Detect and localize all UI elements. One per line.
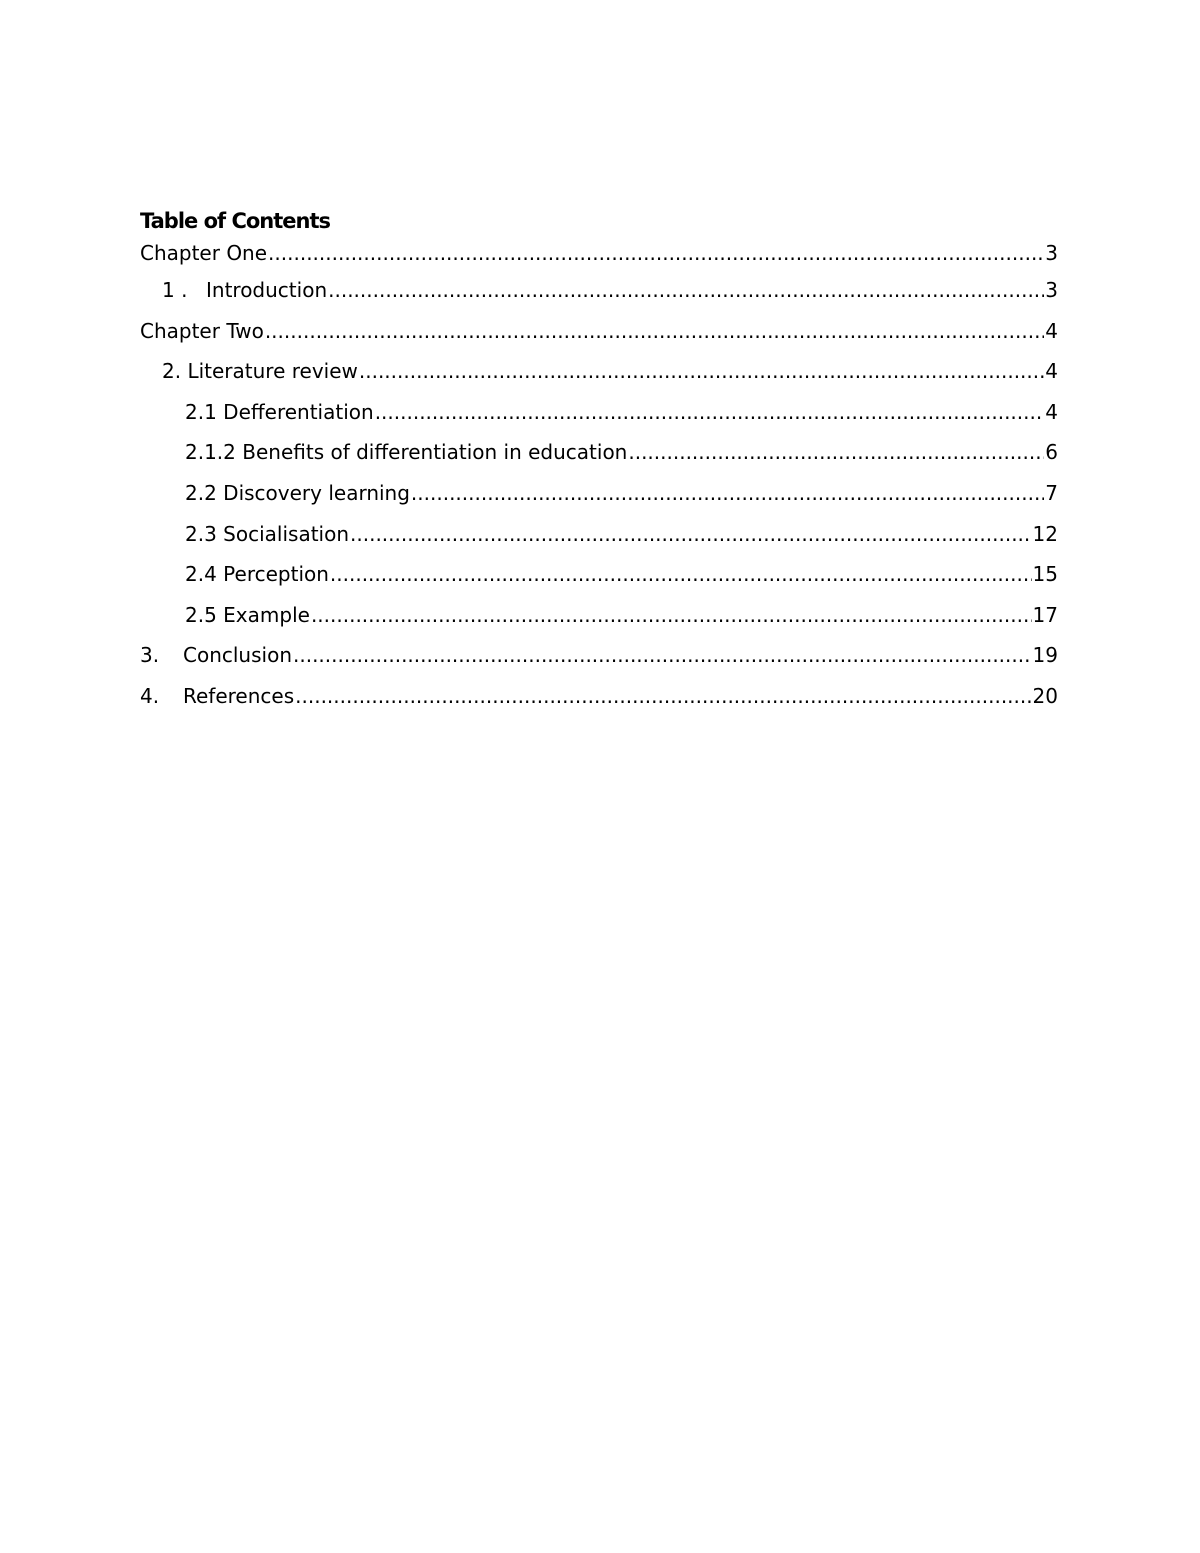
toc-entry-label: Introduction — [206, 278, 328, 302]
toc-entry-label: Chapter One — [140, 241, 268, 265]
toc-leader-dots — [328, 270, 1044, 311]
toc-entry-label: 2. Literature review — [162, 359, 358, 384]
toc-leader-dots — [628, 432, 1044, 473]
toc-entry-label: 2.5 Example — [185, 602, 310, 627]
toc-leader-dots — [293, 635, 1032, 676]
toc-entry-label: 2.3 Socialisation — [185, 521, 350, 546]
toc-entry-defferentiation[interactable] — [140, 392, 1058, 433]
toc-entry-chapter-two[interactable] — [140, 311, 1058, 352]
table-of-contents — [140, 206, 1058, 717]
toc-leader-dots — [359, 351, 1044, 392]
toc-entry-page: 15 — [1032, 562, 1058, 587]
toc-entry-page: 4 — [1045, 399, 1058, 424]
toc-entry-number: 3. — [140, 643, 160, 668]
toc-entry-discovery-learning[interactable] — [140, 473, 1058, 514]
toc-entry-references[interactable] — [140, 676, 1058, 717]
toc-entry-page: 4 — [1045, 359, 1058, 384]
toc-entry-page: 12 — [1032, 521, 1058, 546]
toc-entry-benefits-of-differentiation[interactable] — [140, 432, 1058, 473]
toc-leader-dots — [411, 473, 1044, 514]
toc-leader-dots — [330, 554, 1032, 595]
toc-entry-label: 2.1 Defferentiation — [185, 399, 374, 424]
toc-entry-label: Chapter Two — [140, 318, 264, 343]
toc-entry-page: 20 — [1032, 683, 1058, 708]
toc-entry-page: 17 — [1032, 602, 1058, 627]
toc-entry-label: Conclusion — [183, 643, 292, 668]
toc-entry-conclusion[interactable] — [140, 635, 1058, 676]
toc-entry-introduction[interactable] — [140, 270, 1058, 311]
toc-entry-example[interactable] — [140, 595, 1058, 636]
toc-entry-label: 2.4 Perception — [185, 562, 329, 587]
toc-leader-dots — [350, 514, 1032, 555]
toc-leader-dots — [265, 311, 1044, 352]
toc-entry-page: 7 — [1045, 480, 1058, 505]
toc-entry-socialisation[interactable] — [140, 514, 1058, 555]
toc-entry-page: 4 — [1045, 318, 1058, 343]
toc-entry-label: References — [183, 683, 295, 708]
toc-entry-page: 3 — [1045, 278, 1058, 302]
toc-entry-label: 2.2 Discovery learning — [185, 480, 410, 505]
toc-entry-page: 3 — [1045, 241, 1058, 265]
toc-entry-page: 6 — [1045, 440, 1058, 465]
toc-entry-perception[interactable] — [140, 554, 1058, 595]
toc-entry-number: 4. — [140, 683, 160, 708]
toc-leader-dots — [268, 236, 1044, 270]
toc-leader-dots — [311, 595, 1032, 636]
toc-leader-dots — [295, 676, 1031, 717]
toc-entry-chapter-one[interactable] — [140, 236, 1058, 270]
toc-entry-literature-review[interactable] — [140, 351, 1058, 392]
toc-entry-number: 1 . — [162, 278, 188, 302]
toc-leader-dots — [375, 392, 1045, 433]
toc-entry-page: 19 — [1032, 643, 1058, 668]
toc-entry-label: 2.1.2 Benefits of differentiation in education — [185, 440, 628, 465]
toc-title: Table of Contents — [140, 209, 331, 233]
